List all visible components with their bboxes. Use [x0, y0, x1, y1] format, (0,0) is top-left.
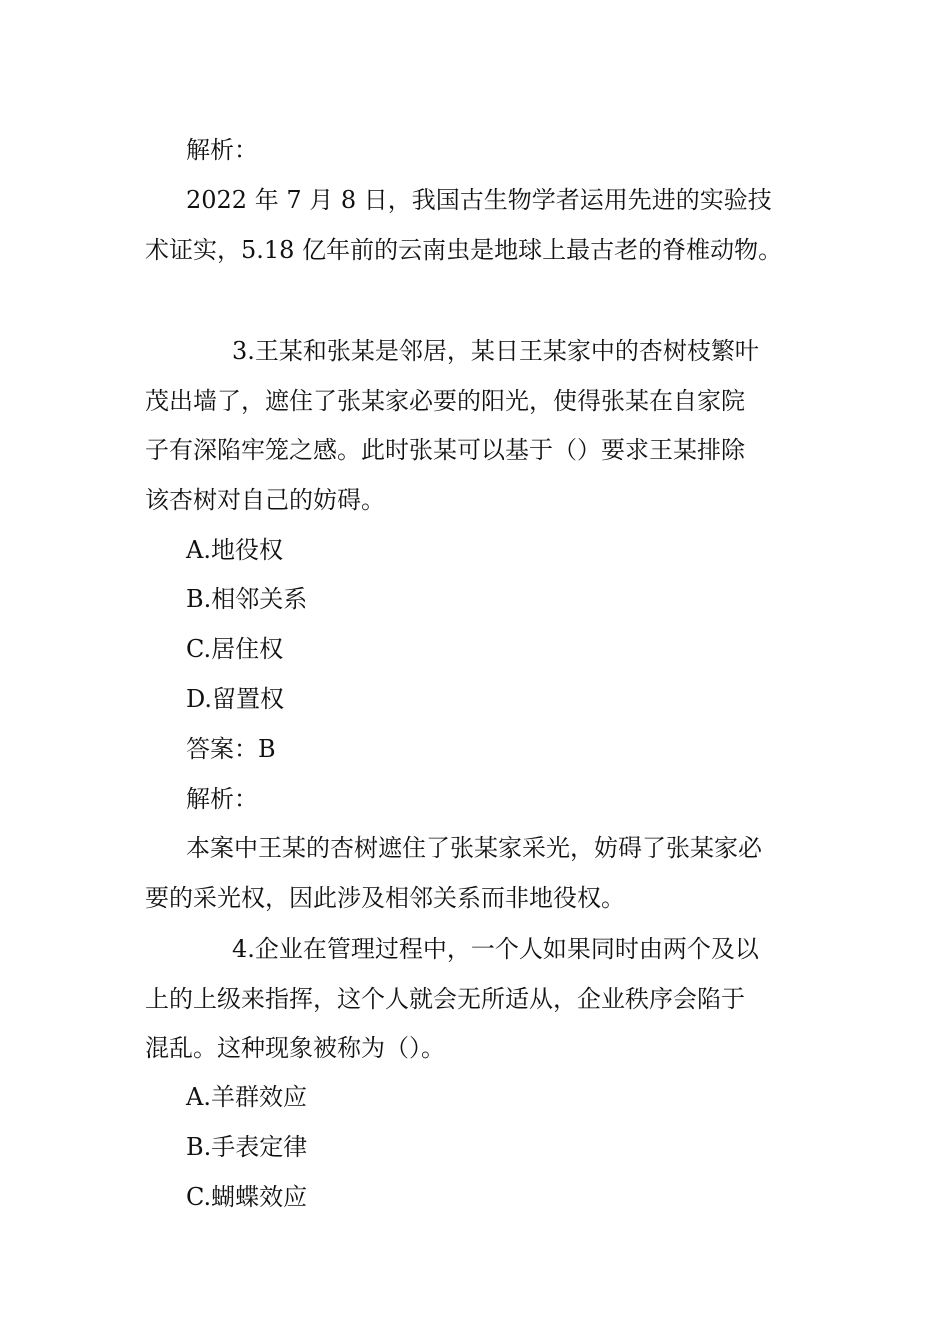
analysis-text-line: 2022 年 7 月 8 日，我国古生物学者运用先进的实验技: [186, 186, 772, 214]
question-4-stem-line: 上的上级来指挥，这个人就会无所适从，企业秩序会陷于: [145, 985, 745, 1013]
question-3-stem-line: 该杏树对自己的妨碍。: [145, 486, 385, 514]
question-3-option-a: A.地役权: [186, 536, 283, 564]
question-3-answer: 答案：B: [186, 735, 276, 763]
question-3-stem-line: 茂出墙了，遮住了张某家必要的阳光，使得张某在自家院: [145, 387, 745, 415]
analysis-label: 解析：: [186, 136, 258, 164]
question-4-option-c: C.蝴蝶效应: [186, 1183, 308, 1211]
question-4-option-a: A.羊群效应: [186, 1083, 307, 1111]
question-3-stem-line: 3.王某和张某是邻居，某日王某家中的杏树枝繁叶: [232, 337, 759, 365]
analysis-text-line: 术证实，5.18 亿年前的云南虫是地球上最古老的脊椎动物。: [145, 236, 783, 264]
question-3-analysis-line: 本案中王某的杏树遮住了张某家采光，妨碍了张某家必: [186, 834, 762, 862]
question-3-option-c: C.居住权: [186, 635, 284, 663]
question-4-stem-line: 4.企业在管理过程中，一个人如果同时由两个及以: [232, 935, 759, 963]
question-4-option-b: B.手表定律: [186, 1133, 308, 1161]
question-3-stem-line: 子有深陷牢笼之感。此时张某可以基于（）要求王某排除: [145, 436, 745, 464]
question-3-option-d: D.留置权: [186, 685, 285, 713]
question-3-option-b: B.相邻关系: [186, 585, 308, 613]
question-3-analysis-label: 解析：: [186, 785, 258, 813]
question-3-analysis-line: 要的采光权，因此涉及相邻关系而非地役权。: [145, 884, 625, 912]
question-4-stem-line: 混乱。这种现象被称为（）。: [145, 1034, 445, 1062]
